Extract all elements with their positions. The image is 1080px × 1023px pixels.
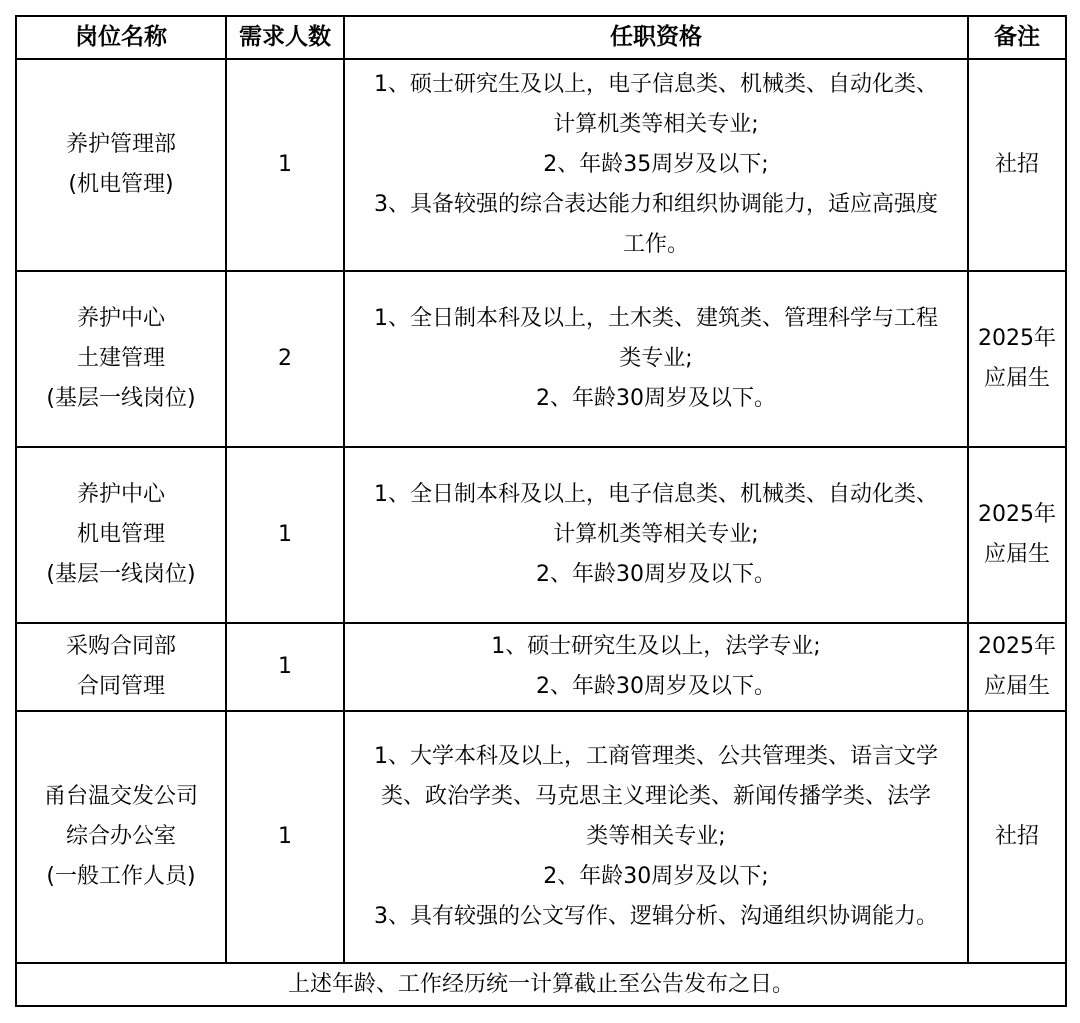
count-cell: 1 bbox=[226, 711, 344, 963]
qualification-line: 计算机类等相关专业; bbox=[553, 112, 759, 137]
note-line: 社招 bbox=[994, 824, 1039, 849]
position-line: 养护中心 bbox=[76, 482, 165, 507]
header-position: 岗位名称 bbox=[16, 16, 226, 59]
footer-note: 上述年龄、工作经历统一计算截止至公告发布之日。 bbox=[16, 963, 1066, 1006]
count-cell: 1 bbox=[226, 447, 344, 623]
header-note: 备注 bbox=[968, 16, 1066, 59]
position-line: (机电管理) bbox=[68, 172, 174, 197]
position-cell bbox=[16, 271, 226, 447]
position-line: 采购合同部 bbox=[65, 634, 176, 659]
qualification-line: 2、年龄30周岁及以下; bbox=[543, 864, 769, 889]
qualification-line: 2、年龄30周岁及以下。 bbox=[536, 562, 776, 587]
position-line: 综合办公室 bbox=[65, 824, 176, 849]
position-line: (基层一线岗位) bbox=[46, 562, 196, 587]
position-line: 土建管理 bbox=[76, 346, 165, 371]
qualifications-cell bbox=[344, 623, 968, 711]
table-row bbox=[16, 59, 1066, 271]
table-row bbox=[16, 447, 1066, 623]
table-row bbox=[16, 271, 1066, 447]
qualification-line: 2、年龄30周岁及以下。 bbox=[536, 386, 776, 411]
table-row bbox=[16, 711, 1066, 963]
note-line: 应届生 bbox=[983, 674, 1050, 699]
qualification-line: 1、硕士研究生及以上，法学专业; bbox=[491, 634, 821, 659]
qualification-line: 计算机类等相关专业; bbox=[553, 522, 759, 547]
position-line: 合同管理 bbox=[76, 674, 165, 699]
footer-row bbox=[16, 963, 1066, 1006]
position-line: 养护中心 bbox=[76, 306, 165, 331]
qualification-line: 2、年龄35周岁及以下; bbox=[543, 152, 769, 177]
qualification-line: 1、硕士研究生及以上，电子信息类、机械类、自动化类、 bbox=[374, 72, 938, 97]
note-line: 应届生 bbox=[983, 366, 1050, 391]
qualification-line: 2、年龄30周岁及以下。 bbox=[536, 674, 776, 699]
note-cell bbox=[968, 271, 1066, 447]
note-cell bbox=[968, 711, 1066, 963]
note-line: 社招 bbox=[994, 152, 1039, 177]
position-cell bbox=[16, 59, 226, 271]
job-table bbox=[15, 15, 1067, 1007]
position-cell bbox=[16, 623, 226, 711]
header-row bbox=[16, 16, 1066, 59]
position-line: (基层一线岗位) bbox=[46, 386, 196, 411]
position-line: 甬台温交发公司 bbox=[43, 784, 198, 809]
position-line: 养护管理部 bbox=[65, 132, 176, 157]
note-cell bbox=[968, 447, 1066, 623]
header-count: 需求人数 bbox=[226, 16, 344, 59]
qualifications-cell bbox=[344, 447, 968, 623]
note-line: 2025年 bbox=[978, 502, 1056, 527]
qualification-line: 1、全日制本科及以上，电子信息类、机械类、自动化类、 bbox=[374, 482, 938, 507]
header-qualifications: 任职资格 bbox=[344, 16, 968, 59]
qualification-line: 3、具有较强的公文写作、逻辑分析、沟通组织协调能力。 bbox=[374, 904, 938, 929]
qualifications-cell bbox=[344, 711, 968, 963]
qualification-line: 类等相关专业; bbox=[586, 824, 726, 849]
count-cell: 1 bbox=[226, 59, 344, 271]
note-cell bbox=[968, 59, 1066, 271]
count-cell: 1 bbox=[226, 623, 344, 711]
note-line: 应届生 bbox=[983, 542, 1050, 567]
count-cell: 2 bbox=[226, 271, 344, 447]
position-line: (一般工作人员) bbox=[46, 864, 196, 889]
qualifications-cell bbox=[344, 59, 968, 271]
note-cell bbox=[968, 623, 1066, 711]
position-line: 机电管理 bbox=[76, 522, 165, 547]
qualification-line: 3、具备较强的综合表达能力和组织协调能力，适应高强度 bbox=[374, 192, 938, 217]
qualification-line: 类、政治学类、马克思主义理论类、新闻传播学类、法学 bbox=[380, 784, 931, 809]
note-line: 2025年 bbox=[978, 326, 1056, 351]
qualification-line: 类专业; bbox=[619, 346, 693, 371]
qualification-line: 工作。 bbox=[622, 232, 689, 257]
qualification-line: 1、全日制本科及以上，土木类、建筑类、管理科学与工程 bbox=[374, 306, 938, 331]
table-row bbox=[16, 623, 1066, 711]
qualifications-cell bbox=[344, 271, 968, 447]
position-cell bbox=[16, 447, 226, 623]
position-cell bbox=[16, 711, 226, 963]
qualification-line: 1、大学本科及以上，工商管理类、公共管理类、语言文学 bbox=[374, 744, 938, 769]
note-line: 2025年 bbox=[978, 634, 1056, 659]
